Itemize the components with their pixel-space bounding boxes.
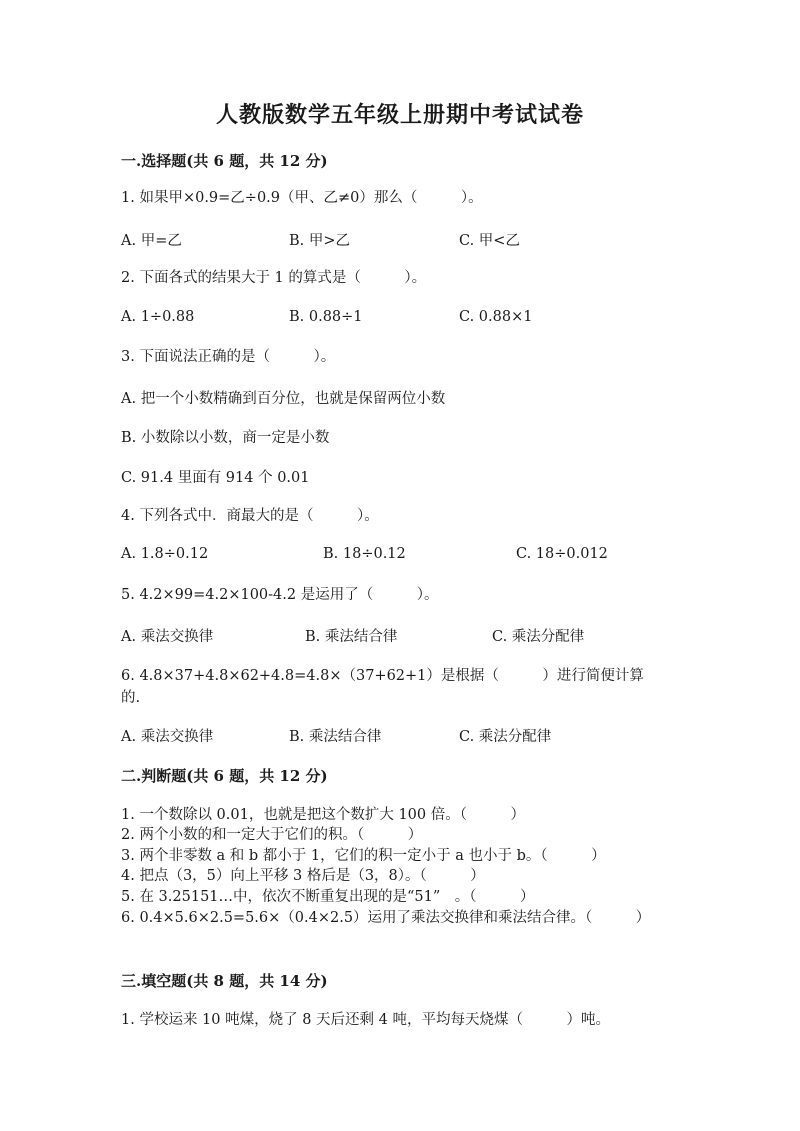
section-heading-judgement: 二.判断题(共 6 题，共 12 分) [121,767,328,785]
list-item: 4. 把点（3，5）向上平移 3 格后是（3，8）。（ ） [121,868,485,884]
question-stem: 1. 如果甲×0.9=乙÷0.9（甲、乙≠0）那么（ ）。 [121,190,483,206]
option-c: C. 乘法分配律 [459,729,552,745]
page-title: 人教版数学五年级上册期中考试试卷 [215,102,584,128]
option-c: C. 0.88×1 [459,309,533,325]
question-stem: 6. 4.8×37+4.8×62+4.8=4.8×（37+62+1）是根据（ ）进行简便计算的. [121,668,644,706]
list-item: 6. 0.4×5.6×2.5=5.6×（0.4×2.5）运用了乘法交换律和乘法结合律。（ ） [121,910,651,926]
list-item: 5. 在 3.25151…中，依次不断重复出现的是“51” 。（ ） [121,889,535,905]
option-b: B. 18÷0.12 [323,546,406,562]
option-b: B. 乘法结合律 [305,629,398,645]
section-heading-fill: 三.填空题(共 8 题，共 14 分) [121,972,328,990]
option-a: A. 把一个小数精确到百分位，也就是保留两位小数 [121,391,446,407]
option-b: B. 0.88÷1 [289,309,363,325]
list-item: 3. 两个非零数 a 和 b 都小于 1，它们的积一定小于 a 也小于 b。（ ） [121,848,606,864]
option-a: A. 乘法交换律 [121,629,214,645]
question-stem: 5. 4.2×99=4.2×100-4.2 是运用了（ ）。 [121,587,439,603]
option-a: A. 乘法交换律 [121,729,214,745]
question-stem: 1. 学校运来 10 吨煤，烧了 8 天后还剩 4 吨，平均每天烧煤（ ）吨。 [121,1012,610,1028]
option-b: B. 乘法结合律 [289,729,382,745]
option-c: C. 18÷0.012 [516,546,608,562]
option-b: B. 小数除以小数，商一定是小数 [121,430,330,446]
list-item: 2. 两个小数的和一定大于它们的积。（ ） [121,827,423,843]
section-heading-choice: 一.选择题(共 6 题，共 12 分) [121,152,328,170]
question-stem: 4. 下列各式中．商最大的是（ ）。 [121,508,379,524]
option-a: A. 1÷0.88 [121,309,195,325]
option-c: C. 甲<乙 [459,233,520,249]
question-stem: 3. 下面说法正确的是（ ）。 [121,349,336,365]
option-a: A. 1.8÷0.12 [121,546,209,562]
question-stem: 2. 下面各式的结果大于 1 的算式是（ ）。 [121,270,427,286]
list-item: 1. 一个数除以 0.01，也就是把这个数扩大 100 倍。（ ） [121,807,525,823]
option-c: C. 乘法分配律 [492,629,585,645]
option-b: B. 甲>乙 [289,233,351,249]
option-a: A. 甲=乙 [121,233,182,249]
option-c: C. 91.4 里面有 914 个 0.01 [121,470,310,486]
